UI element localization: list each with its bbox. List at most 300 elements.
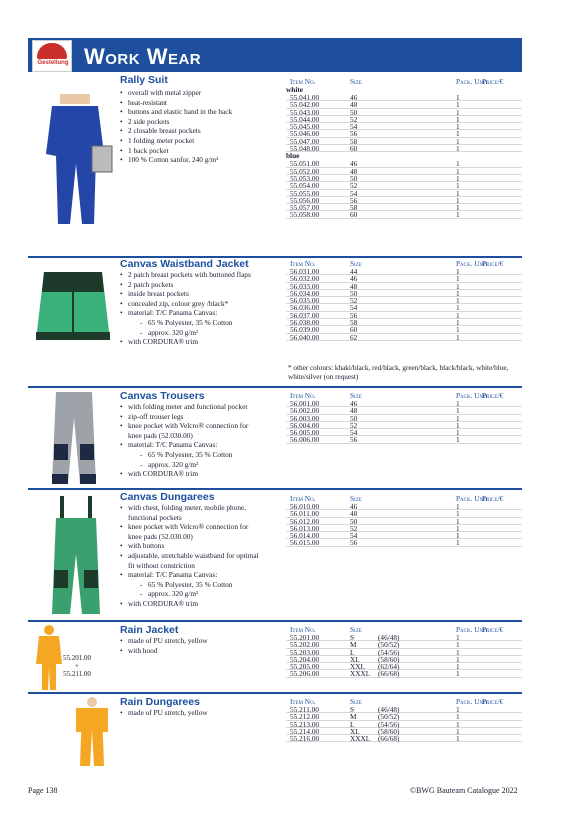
- item-no-cell: 55.203.00: [290, 647, 320, 657]
- table-row: [286, 204, 522, 211]
- size-cell: 46: [350, 159, 358, 169]
- pack-unit-cell: 1: [456, 420, 460, 430]
- pack-unit-cell: 1: [456, 288, 460, 298]
- size-cell: 54: [350, 188, 358, 198]
- bullet: • made of PU stretch, yellow: [120, 636, 296, 646]
- item-no-cell: 56.002.00: [290, 406, 320, 416]
- bullet: • material: T/C Panama Canvas:: [120, 570, 296, 580]
- canvas-dungarees-image: [44, 494, 108, 618]
- pack-unit-cell: 1: [456, 705, 460, 714]
- price-table: [286, 494, 522, 547]
- pack-unit-cell: 1: [456, 267, 460, 276]
- table-row: [286, 160, 522, 167]
- table-row: [286, 138, 522, 145]
- bullet: • with CORDURA® trim: [120, 469, 296, 479]
- pack-unit-cell: 1: [456, 318, 460, 328]
- item-no-cell: 56.012.00: [290, 516, 320, 526]
- group-label: blue: [286, 151, 300, 161]
- bullet: • overall with metal zipper: [120, 88, 296, 98]
- size-cell: 46: [350, 274, 358, 284]
- pack-unit-cell: 1: [456, 662, 460, 672]
- pack-unit-cell: 1: [456, 195, 460, 205]
- bullet: - 65 % Polyester, 35 % Cotton: [120, 450, 296, 460]
- pack-unit-cell: 1: [456, 144, 460, 154]
- table-row: [286, 422, 522, 429]
- item-no-cell: 55.053.00: [290, 173, 320, 183]
- pack-unit-cell: 1: [456, 523, 460, 533]
- item-no-cell: 56.037.00: [290, 310, 320, 320]
- table-row: [286, 290, 522, 297]
- size-range-cell: (50/52): [378, 712, 400, 722]
- col-pack-unit: Pack. Unit: [456, 391, 488, 400]
- size-cell: 54: [350, 531, 358, 541]
- section-divider: [28, 488, 522, 490]
- group-label: white: [286, 85, 304, 94]
- col-size: Size: [350, 259, 362, 268]
- bullet: • 2 patch breast pockets with buttoned flaps: [120, 270, 296, 280]
- size-cell: S: [350, 705, 355, 714]
- item-no-cell: 55.055.00: [290, 188, 320, 198]
- size-range-cell: (54/56): [378, 647, 400, 657]
- item-no-cell: 55.041.00: [290, 93, 320, 102]
- product-bullets: [120, 402, 296, 479]
- pack-unit-cell: 1: [456, 516, 460, 526]
- table-row: [286, 728, 522, 735]
- bullet: • material: T/C Panama Canvas:: [120, 308, 296, 318]
- col-item-no: Item No.: [290, 697, 316, 706]
- set-label-line: 55.201.00: [63, 654, 91, 662]
- col-price: Price/€: [482, 494, 504, 503]
- item-no-cell: 55.058.00: [290, 210, 320, 220]
- table-header: [286, 259, 522, 268]
- table-row: [286, 275, 522, 282]
- product-title: Rain Dungarees: [120, 696, 200, 708]
- table-row: [286, 197, 522, 204]
- bullet: • 2 side pockets: [120, 117, 296, 127]
- size-cell: XXL: [350, 662, 365, 672]
- size-cell: 48: [350, 100, 358, 110]
- set-label-line: +: [75, 662, 79, 670]
- pack-unit-cell: 1: [456, 303, 460, 313]
- col-size: Size: [350, 494, 362, 503]
- bullet: • concealed zip, colour grey /black*: [120, 299, 296, 309]
- table-row: [286, 532, 522, 539]
- size-cell: 50: [350, 173, 358, 183]
- bullet: • with chest, folding meter, mobile phone,: [120, 503, 296, 513]
- price-table: [286, 259, 522, 341]
- product-bullets: [120, 636, 296, 655]
- bullet: knee pads (52.030.00): [128, 531, 193, 541]
- table-row: [286, 297, 522, 304]
- size-cell: 46: [350, 399, 358, 408]
- item-no-cell: 56.031.00: [290, 267, 320, 276]
- item-no-cell: 55.054.00: [290, 181, 320, 191]
- product-bullets: [120, 88, 296, 165]
- size-cell: 56: [350, 310, 358, 320]
- bullet: • 2 patch pockets: [120, 280, 296, 290]
- waistband-jacket-image: [34, 262, 112, 354]
- pack-unit-cell: 1: [456, 531, 460, 541]
- bullet: - 65 % Polyester, 35 % Cotton: [120, 580, 296, 590]
- bullet: • knee pocket with Velcro® connection for: [120, 421, 296, 431]
- pack-unit-cell: 1: [456, 399, 460, 408]
- pack-unit-cell: 1: [456, 93, 460, 102]
- table-row: [286, 656, 522, 663]
- set-label: [62, 654, 92, 678]
- pack-unit-cell: 1: [456, 181, 460, 191]
- size-cell: 56: [350, 538, 358, 548]
- product-title: Canvas Dungarees: [120, 491, 215, 503]
- size-cell: 56: [350, 129, 358, 139]
- col-price: Price/€: [482, 391, 504, 400]
- pack-unit-cell: 1: [456, 166, 460, 176]
- bullet: • material: T/C Panama Canvas:: [120, 440, 296, 450]
- item-no-cell: 55.205.00: [290, 662, 320, 672]
- bullet: • heat-resistant: [120, 98, 296, 108]
- table-header: [286, 391, 522, 400]
- bullet: • buttons and elastic band in the back: [120, 107, 296, 117]
- pack-unit-cell: 1: [456, 173, 460, 183]
- item-no-cell: 56.039.00: [290, 325, 320, 335]
- table-row: [286, 175, 522, 182]
- size-cell: 58: [350, 136, 358, 146]
- table-header: [286, 77, 522, 86]
- size-cell: 52: [350, 296, 358, 306]
- section-divider: [28, 620, 522, 622]
- pack-unit-cell: 1: [456, 100, 460, 110]
- size-cell: 60: [350, 144, 358, 154]
- table-row: [286, 168, 522, 175]
- price-table: [286, 625, 522, 678]
- bullet: • 2 closable breast pockets: [120, 126, 296, 136]
- pack-unit-cell: 1: [456, 734, 460, 744]
- bullet: • 1 folding meter pocket: [120, 136, 296, 146]
- item-no-cell: 55.051.00: [290, 159, 320, 169]
- item-no-cell: 56.011.00: [290, 509, 319, 519]
- pack-unit-cell: 1: [456, 435, 460, 445]
- pack-unit-cell: 1: [456, 712, 460, 722]
- rain-jacket-image: [34, 624, 64, 692]
- size-cell: S: [350, 633, 355, 642]
- pack-unit-cell: 1: [456, 647, 460, 657]
- col-pack-unit: Pack. Unit: [456, 625, 488, 634]
- bullet: • with CORDURA® trim: [120, 599, 296, 609]
- bullet: • adjustable, stretchable waistband for optimal: [120, 551, 296, 561]
- size-cell: 48: [350, 281, 358, 291]
- section-divider: [28, 692, 522, 694]
- bullet: functional pockets: [128, 512, 182, 522]
- colour-note: * other colours: khaki/black, red/black, green/black, black/black, white/blue, white/silver (on request): [288, 364, 509, 381]
- size-cell: 62: [350, 332, 358, 342]
- pack-unit-cell: 1: [456, 159, 460, 169]
- table-row: [286, 145, 522, 152]
- size-cell: L: [350, 647, 355, 657]
- size-cell: XXXL: [350, 669, 371, 679]
- size-cell: XL: [350, 726, 360, 736]
- pack-unit-cell: 1: [456, 122, 460, 132]
- size-cell: 56: [350, 195, 358, 205]
- size-range-cell: (62/64): [378, 662, 400, 672]
- pack-unit-cell: 1: [456, 114, 460, 124]
- table-row: [286, 182, 522, 189]
- pack-unit-cell: 1: [456, 310, 460, 320]
- table-row: [286, 634, 522, 641]
- canvas-trousers-image: [44, 388, 104, 488]
- item-no-cell: 55.048.00: [290, 144, 320, 154]
- col-item-no: Item No.: [290, 625, 316, 634]
- item-no-cell: 55.056.00: [290, 195, 320, 205]
- price-table: [286, 697, 522, 742]
- size-cell: 48: [350, 509, 358, 519]
- item-no-cell: 55.043.00: [290, 107, 320, 117]
- size-range-cell: (66/68): [378, 734, 400, 744]
- product-bullets: [120, 270, 296, 347]
- bullet: knee pads (52.030.00): [128, 430, 193, 440]
- pack-unit-cell: 1: [456, 129, 460, 139]
- item-no-cell: 56.014.00: [290, 531, 320, 541]
- table-row: [286, 123, 522, 130]
- col-price: Price/€: [482, 259, 504, 268]
- pack-unit-cell: 1: [456, 640, 460, 650]
- table-row: [286, 319, 522, 326]
- item-no-cell: 56.036.00: [290, 303, 320, 313]
- item-no-cell: 56.032.00: [290, 274, 320, 284]
- bullet: - approx. 320 g/m²: [120, 589, 296, 599]
- table-row: [286, 539, 522, 546]
- item-no-cell: 55.212.00: [290, 712, 320, 722]
- table-row: [286, 663, 522, 670]
- table-row: [286, 525, 522, 532]
- item-no-cell: 55.213.00: [290, 719, 320, 729]
- size-cell: XXXL: [350, 734, 371, 744]
- pack-unit-cell: 1: [456, 296, 460, 306]
- bullet: • zip-off trouser legs: [120, 412, 296, 422]
- col-size: Size: [350, 391, 362, 400]
- col-pack-unit: Pack. Unit: [456, 259, 488, 268]
- table-row: [286, 94, 522, 101]
- table-row: [286, 400, 522, 407]
- col-pack-unit: Pack. Unit: [456, 77, 488, 86]
- item-no-cell: 55.057.00: [290, 203, 320, 213]
- col-price: Price/€: [482, 697, 504, 706]
- section-divider: [28, 256, 522, 258]
- item-no-cell: 55.042.00: [290, 100, 320, 110]
- size-cell: 50: [350, 413, 358, 423]
- item-no-cell: 56.034.00: [290, 288, 320, 298]
- table-row: [286, 334, 522, 341]
- pack-unit-cell: 1: [456, 669, 460, 679]
- table-row: [286, 518, 522, 525]
- pack-unit-cell: 1: [456, 332, 460, 342]
- size-cell: 50: [350, 516, 358, 526]
- product-title: Canvas Trousers: [120, 390, 205, 402]
- col-pack-unit: Pack. Unit: [456, 494, 488, 503]
- size-cell: 56: [350, 435, 358, 445]
- col-pack-unit: Pack. Unit: [456, 697, 488, 706]
- table-row: [286, 713, 522, 720]
- table-row: [286, 670, 522, 677]
- pack-unit-cell: 1: [456, 633, 460, 642]
- table-row: [286, 283, 522, 290]
- item-no-cell: 56.040.00: [290, 332, 320, 342]
- col-item-no: Item No.: [290, 77, 316, 86]
- size-cell: 60: [350, 325, 358, 335]
- item-no-cell: 55.052.00: [290, 166, 320, 176]
- pack-unit-cell: 1: [456, 203, 460, 213]
- bullet: • with hood: [120, 646, 296, 656]
- item-no-cell: 55.202.00: [290, 640, 320, 650]
- item-no-cell: 56.013.00: [290, 523, 320, 533]
- item-no-cell: 55.214.00: [290, 726, 320, 736]
- size-cell: 54: [350, 122, 358, 132]
- item-no-cell: 56.015.00: [290, 538, 320, 548]
- col-item-no: Item No.: [290, 391, 316, 400]
- size-cell: 46: [350, 502, 358, 511]
- size-cell: 50: [350, 107, 358, 117]
- product-title: Canvas Waistband Jacket: [120, 258, 249, 270]
- item-no-cell: 55.044.00: [290, 114, 320, 124]
- size-range-cell: (46/48): [378, 705, 400, 714]
- size-cell: 44: [350, 267, 358, 276]
- table-row: [286, 190, 522, 197]
- col-item-no: Item No.: [290, 259, 316, 268]
- table-header: [286, 625, 522, 634]
- size-cell: 52: [350, 114, 358, 124]
- item-no-cell: 56.033.00: [290, 281, 320, 291]
- page-number: Page 138: [28, 786, 58, 795]
- pack-unit-cell: 1: [456, 136, 460, 146]
- item-no-cell: 55.047.00: [290, 136, 320, 146]
- price-table: [286, 391, 522, 444]
- size-cell: M: [350, 712, 357, 722]
- size-range-cell: (58/60): [378, 726, 400, 736]
- table-row: [286, 130, 522, 137]
- page-title: Work Wear: [84, 44, 202, 69]
- size-range-cell: (54/56): [378, 719, 400, 729]
- col-size: Size: [350, 697, 362, 706]
- table-row: [286, 312, 522, 319]
- size-cell: 58: [350, 203, 358, 213]
- brand-logo: [32, 40, 72, 72]
- bullet: • made of PU stretch, yellow: [120, 708, 296, 718]
- pack-unit-cell: 1: [456, 210, 460, 220]
- col-price: Price/€: [482, 77, 504, 86]
- table-row: [286, 304, 522, 311]
- table-row: [286, 503, 522, 510]
- table-row: [286, 429, 522, 436]
- item-no-cell: 55.045.00: [290, 122, 320, 132]
- rally-suit-image: [34, 84, 116, 234]
- section-divider: [28, 386, 522, 388]
- item-no-cell: 56.038.00: [290, 318, 320, 328]
- item-no-cell: 56.006.00: [290, 435, 320, 445]
- price-table: [286, 77, 522, 219]
- size-cell: 58: [350, 318, 358, 328]
- table-row: [286, 735, 522, 742]
- size-range-cell: (46/48): [378, 633, 400, 642]
- table-row: [286, 415, 522, 422]
- item-no-cell: 56.005.00: [290, 428, 320, 438]
- item-no-cell: 56.001.00: [290, 399, 320, 408]
- table-row: [286, 101, 522, 108]
- size-cell: 52: [350, 523, 358, 533]
- pack-unit-cell: 1: [456, 281, 460, 291]
- bullet: - 65 % Polyester, 35 % Cotton: [120, 318, 296, 328]
- item-no-cell: 55.216.00: [290, 734, 320, 744]
- item-no-cell: 56.004.00: [290, 420, 320, 430]
- pack-unit-cell: 1: [456, 406, 460, 416]
- bullet: • knee pocket with Velcro® connection for: [120, 522, 296, 532]
- bullet: • inside breast pockets: [120, 289, 296, 299]
- size-range-cell: (50/52): [378, 640, 400, 650]
- pack-unit-cell: 1: [456, 538, 460, 548]
- pack-unit-cell: 1: [456, 413, 460, 423]
- table-row: [286, 706, 522, 713]
- pack-unit-cell: 1: [456, 325, 460, 335]
- pack-unit-cell: 1: [456, 654, 460, 664]
- size-cell: 46: [350, 93, 358, 102]
- item-no-cell: 56.035.00: [290, 296, 320, 306]
- bullet: fit without constriction: [128, 560, 195, 570]
- size-range-cell: (66/68): [378, 669, 400, 679]
- pack-unit-cell: 1: [456, 107, 460, 117]
- table-header: [286, 697, 522, 706]
- col-price: Price/€: [482, 625, 504, 634]
- pack-unit-cell: 1: [456, 726, 460, 736]
- bullet: • 100 % Cotton sanfor, 240 g/m²: [120, 155, 296, 165]
- size-cell: 54: [350, 303, 358, 313]
- item-no-cell: 56.010.00: [290, 502, 320, 511]
- col-size: Size: [350, 625, 362, 634]
- item-no-cell: 56.003.00: [290, 413, 320, 423]
- bullet: • with folding meter and functional pocket: [120, 402, 296, 412]
- size-cell: 60: [350, 210, 358, 220]
- table-row: [286, 721, 522, 728]
- table-row: [286, 641, 522, 648]
- size-cell: 52: [350, 420, 358, 430]
- pack-unit-cell: 1: [456, 274, 460, 284]
- pack-unit-cell: 1: [456, 502, 460, 511]
- size-range-cell: (58/60): [378, 654, 400, 664]
- bullet: • with buttons: [120, 541, 296, 551]
- col-size: Size: [350, 77, 362, 86]
- table-row: [286, 109, 522, 116]
- table-row: [286, 211, 522, 218]
- product-bullets: [120, 503, 296, 609]
- pack-unit-cell: 1: [456, 188, 460, 198]
- col-item-no: Item No.: [290, 494, 316, 503]
- product-bullets: [120, 708, 296, 718]
- pack-unit-cell: 1: [456, 719, 460, 729]
- table-row: [286, 649, 522, 656]
- size-cell: 54: [350, 428, 358, 438]
- item-no-cell: 55.206.00: [290, 669, 320, 679]
- table-row: [286, 436, 522, 443]
- bullet: - approx. 320 g/m²: [120, 460, 296, 470]
- product-title: Rain Jacket: [120, 624, 179, 636]
- item-no-cell: 55.201.00: [290, 633, 320, 642]
- table-row: [286, 116, 522, 123]
- pack-unit-cell: 1: [456, 428, 460, 438]
- table-row: [286, 510, 522, 517]
- size-cell: L: [350, 719, 355, 729]
- product-title: Rally Suit: [120, 74, 168, 86]
- footer-credit: ©BWG Bauteam Catalogue 2022: [410, 786, 518, 795]
- item-no-cell: 55.046.00: [290, 129, 320, 139]
- size-cell: XL: [350, 654, 360, 664]
- bullet: • with CORDURA® trim: [120, 337, 296, 347]
- bullet: - approx. 320 g/m²: [120, 328, 296, 338]
